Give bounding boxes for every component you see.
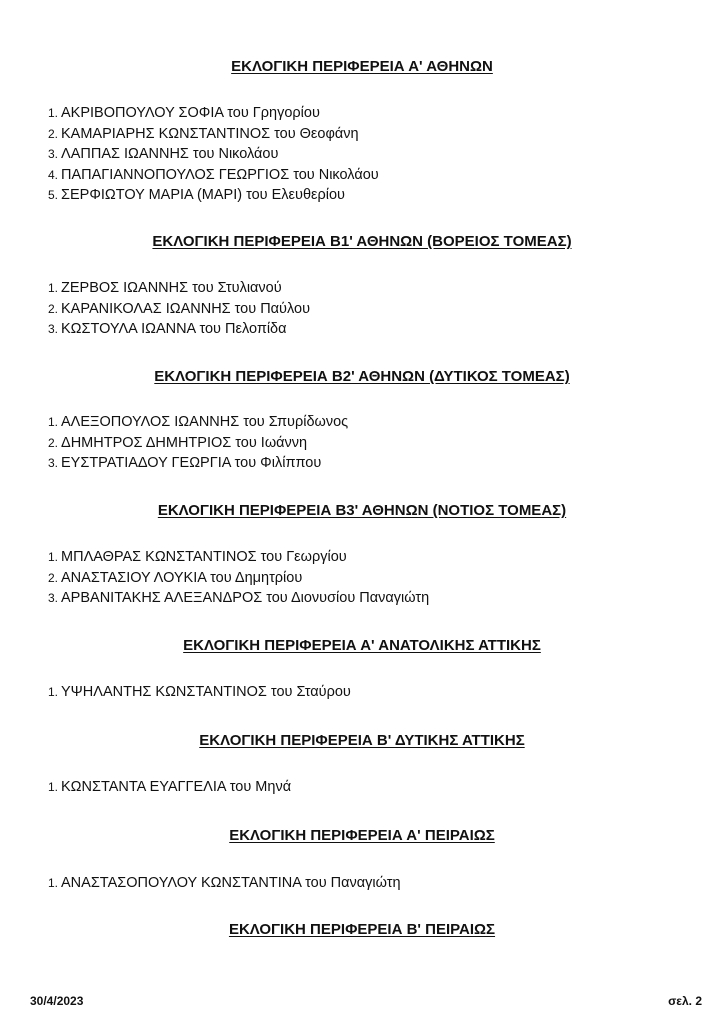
- list-item: 4. ΠΑΠΑΓΙΑΝΝΟΠΟΥΛΟΣ ΓΕΩΡΓΙΟΣ του Νικολάου: [48, 166, 379, 183]
- candidate-name: ΥΨΗΛΑΝΤΗΣ ΚΩΝΣΤΑΝΤΙΝΟΣ του Σταύρου: [61, 684, 351, 700]
- candidate-name: ΚΩΣΤΟΥΛΑ ΙΩΑΝΝΑ του Πελοπίδα: [61, 321, 287, 337]
- section-heading: ΕΚΛΟΓΙΚΗ ΠΕΡΙΦΕΡΕΙΑ Α' ΑΘΗΝΩΝ: [231, 58, 493, 75]
- candidate-list: [48, 777, 291, 798]
- candidate-name: ΑΝΑΣΤΑΣΙΟΥ ΛΟΥΚΙΑ του Δημητρίου: [61, 569, 303, 586]
- list-item: 3. ΛΑΠΠΑΣ ΙΩΑΝΝΗΣ του Νικολάου: [48, 146, 279, 162]
- section-heading: ΕΚΛΟΓΙΚΗ ΠΕΡΙΦΕΡΕΙΑ Β' ΠΕΙΡΑΙΩΣ: [228, 921, 496, 938]
- candidate-list: [48, 103, 379, 206]
- candidate-name: ΑΡΒΑΝΙΤΑΚΗΣ ΑΛΕΞΑΝΔΡΟΣ του Διονυσίου Παναγιώτη: [61, 590, 430, 606]
- footer-page-number: σελ. 2: [668, 994, 702, 1008]
- list-item: 1. ΚΩΝΣΤΑΝΤΑ ΕΥΑΓΓΕΛΙΑ του Μηνά: [48, 779, 292, 795]
- candidate-name: ΠΑΠΑΓΙΑΝΝΟΠΟΥΛΟΣ ΓΕΩΡΓΙΟΣ του Νικολάου: [61, 166, 379, 183]
- section-heading: ΕΚΛΟΓΙΚΗ ΠΕΡΙΦΕΡΕΙΑ Α' ΠΕΙΡΑΙΩΣ: [229, 827, 495, 844]
- list-item: 1. ΑΛΕΞΟΠΟΥΛΟΣ ΙΩΑΝΝΗΣ του Σπυρίδωνος: [48, 414, 349, 430]
- candidate-list: [48, 547, 429, 609]
- list-item: 1. ΥΨΗΛΑΝΤΗΣ ΚΩΝΣΤΑΝΤΙΝΟΣ του Σταύρου: [48, 684, 351, 700]
- candidate-name: ΑΛΕΞΟΠΟΥΛΟΣ ΙΩΑΝΝΗΣ του Σπυρίδωνος: [61, 414, 349, 430]
- candidate-name: ΛΑΠΠΑΣ ΙΩΑΝΝΗΣ του Νικολάου: [61, 146, 279, 162]
- list-item: 1. ΑΝΑΣΤΑΣΟΠΟΥΛΟΥ ΚΩΝΣΤΑΝΤΙΝΑ του Παναγιώτη: [48, 875, 401, 891]
- candidate-name: ΣΕΡΦΙΩΤΟΥ ΜΑΡΙΑ (ΜΑΡΙ) του Ελευθερίου: [61, 187, 345, 203]
- section-heading: ΕΚΛΟΓΙΚΗ ΠΕΡΙΦΕΡΕΙΑ Β2' ΑΘΗΝΩΝ (ΔΥΤΙΚΟΣ ΤΟΜΕΑΣ): [154, 368, 570, 385]
- candidate-list: [48, 278, 310, 340]
- candidate-name: ΚΩΝΣΤΑΝΤΑ ΕΥΑΓΓΕΛΙΑ του Μηνά: [61, 779, 292, 795]
- candidate-name: ΕΥΣΤΡΑΤΙΑΔΟΥ ΓΕΩΡΓΙΑ του Φιλίππου: [61, 455, 322, 471]
- list-item: 1. ΖΕΡΒΟΣ ΙΩΑΝΝΗΣ του Στυλιανού: [48, 280, 282, 296]
- list-item: 1. ΜΠΛΑΘΡΑΣ ΚΩΝΣΤΑΝΤΙΝΟΣ του Γεωργίου: [48, 549, 347, 565]
- candidate-name: ΚΑΜΑΡΙΑΡΗΣ ΚΩΝΣΤΑΝΤΙΝΟΣ του Θεοφάνη: [61, 125, 359, 142]
- candidate-name: ΚΑΡΑΝΙΚΟΛΑΣ ΙΩΑΝΝΗΣ του Παύλου: [61, 300, 311, 317]
- candidate-list: [48, 873, 401, 894]
- list-item: 1. ΑΚΡΙΒΟΠΟΥΛΟΥ ΣΟΦΙΑ του Γρηγορίου: [48, 105, 320, 121]
- list-item: 3. ΑΡΒΑΝΙΤΑΚΗΣ ΑΛΕΞΑΝΔΡΟΣ του Διονυσίου Παναγιώτη: [48, 590, 430, 606]
- candidate-name: ΑΝΑΣΤΑΣΟΠΟΥΛΟΥ ΚΩΝΣΤΑΝΤΙΝΑ του Παναγιώτη: [61, 875, 401, 891]
- candidate-list: [48, 412, 348, 474]
- section-heading: ΕΚΛΟΓΙΚΗ ΠΕΡΙΦΕΡΕΙΑ Β' ΔΥΤΙΚΗΣ ΑΤΤΙΚΗΣ: [199, 732, 525, 749]
- list-item: 2. ΚΑΜΑΡΙΑΡΗΣ ΚΩΝΣΤΑΝΤΙΝΟΣ του Θεοφάνη: [48, 125, 359, 142]
- list-item: 2. ΑΝΑΣΤΑΣΙΟΥ ΛΟΥΚΙΑ του Δημητρίου: [48, 569, 303, 586]
- section-heading: ΕΚΛΟΓΙΚΗ ΠΕΡΙΦΕΡΕΙΑ Β3' ΑΘΗΝΩΝ (ΝΟΤΙΟΣ ΤΟΜΕΑΣ): [157, 502, 567, 519]
- list-item: 2. ΔΗΜΗΤΡΟΣ ΔΗΜΗΤΡΙΟΣ του Ιωάννη: [48, 434, 308, 451]
- list-item: 2. ΚΑΡΑΝΙΚΟΛΑΣ ΙΩΑΝΝΗΣ του Παύλου: [48, 300, 311, 317]
- candidate-name: ΑΚΡΙΒΟΠΟΥΛΟΥ ΣΟΦΙΑ του Γρηγορίου: [61, 105, 320, 121]
- list-item: 5. ΣΕΡΦΙΩΤΟΥ ΜΑΡΙΑ (ΜΑΡΙ) του Ελευθερίου: [48, 187, 345, 203]
- candidate-name: ΜΠΛΑΘΡΑΣ ΚΩΝΣΤΑΝΤΙΝΟΣ του Γεωργίου: [61, 549, 347, 565]
- section-heading: ΕΚΛΟΓΙΚΗ ΠΕΡΙΦΕΡΕΙΑ Α' ΑΝΑΤΟΛΙΚΗΣ ΑΤΤΙΚΗΣ: [183, 637, 541, 654]
- candidate-name: ΖΕΡΒΟΣ ΙΩΑΝΝΗΣ του Στυλιανού: [61, 280, 282, 296]
- footer-date: 30/4/2023: [30, 994, 84, 1008]
- candidate-name: ΔΗΜΗΤΡΟΣ ΔΗΜΗΤΡΙΟΣ του Ιωάννη: [61, 434, 308, 451]
- list-item: 3. ΕΥΣΤΡΑΤΙΑΔΟΥ ΓΕΩΡΓΙΑ του Φιλίππου: [48, 455, 322, 471]
- candidate-list: [48, 682, 351, 703]
- section-heading: ΕΚΛΟΓΙΚΗ ΠΕΡΙΦΕΡΕΙΑ Β1' ΑΘΗΝΩΝ (ΒΟΡΕΙΟΣ ΤΟΜΕΑΣ): [152, 233, 572, 250]
- list-item: 3. ΚΩΣΤΟΥΛΑ ΙΩΑΝΝΑ του Πελοπίδα: [48, 321, 287, 337]
